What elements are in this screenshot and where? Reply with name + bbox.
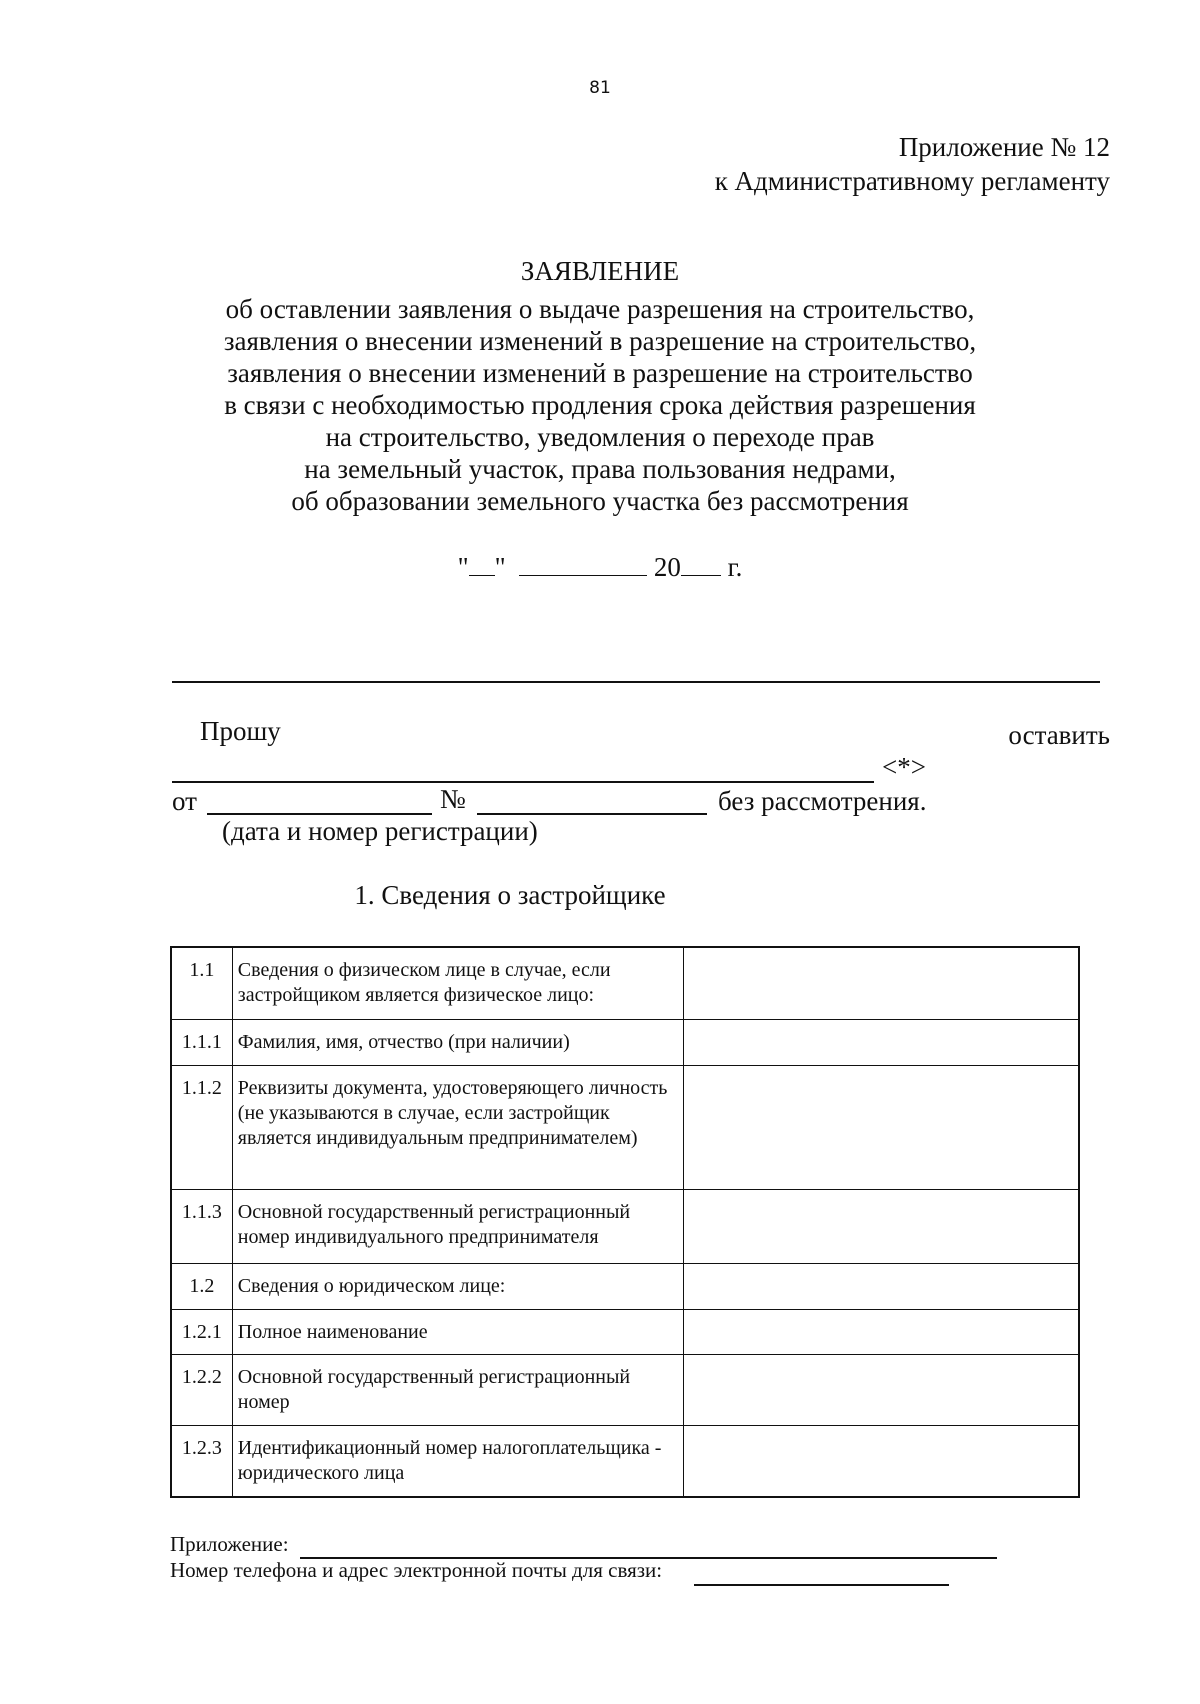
- subtitle-line: заявления о внесении изменений в разрешение на строительство,: [223, 326, 977, 356]
- row-label: Фамилия, имя, отчество (при наличии): [232, 1019, 683, 1065]
- day-field[interactable]: [469, 553, 495, 576]
- attachment-label: Приложение:: [170, 1532, 289, 1556]
- date-quote-close: ": [494, 552, 506, 582]
- document-subtitle: [150, 293, 1050, 517]
- registration-number-field[interactable]: [477, 813, 707, 815]
- row-label: Реквизиты документа, удостоверяющего личность (не указываются в случае, если застройщик является индивидуальным предпринимателем): [232, 1065, 683, 1189]
- row-number: 1.2.2: [171, 1354, 232, 1425]
- row-number: 1.2.1: [171, 1309, 232, 1354]
- table-row: [171, 1019, 1079, 1065]
- subtitle-line: на строительство, уведомления о переходе прав: [325, 422, 875, 452]
- contact-field[interactable]: [694, 1584, 949, 1586]
- row-number: 1.2: [171, 1263, 232, 1309]
- row-label: Идентификационный номер налогоплательщика - юридического лица: [232, 1425, 683, 1497]
- table-row: [171, 1309, 1079, 1354]
- without-review-text: без рассмотрения.: [718, 786, 927, 816]
- application-name-field[interactable]: [172, 781, 874, 783]
- table-row: [171, 1425, 1079, 1497]
- row-value-cell[interactable]: [683, 947, 1079, 1019]
- request-ostavit: оставить: [1008, 720, 1110, 750]
- row-number: 1.1: [171, 947, 232, 1019]
- row-value-cell[interactable]: [683, 1263, 1079, 1309]
- contact-label: Номер телефона и адрес электронной почты для связи:: [170, 1558, 663, 1582]
- row-value-cell[interactable]: [683, 1019, 1079, 1065]
- row-value-cell[interactable]: [683, 1425, 1079, 1497]
- subtitle-line: об образовании земельного участка без рассмотрения: [291, 486, 909, 516]
- row-value-cell[interactable]: [683, 1354, 1079, 1425]
- registration-hint: (дата и номер регистрации): [222, 816, 538, 846]
- annex-number: Приложение № 12: [898, 132, 1110, 162]
- year-suffix: г.: [727, 552, 743, 582]
- table-row: [171, 1189, 1079, 1263]
- row-number: 1.1.3: [171, 1189, 232, 1263]
- request-prosbu: Прошу: [200, 716, 281, 746]
- row-label: Полное наименование: [232, 1309, 683, 1354]
- year-field[interactable]: [681, 553, 721, 576]
- row-value-cell[interactable]: [683, 1189, 1079, 1263]
- table-row: [171, 1263, 1079, 1309]
- row-label: Сведения о юридическом лице:: [232, 1263, 683, 1309]
- page-number: 81: [589, 78, 611, 98]
- row-value-cell[interactable]: [683, 1309, 1079, 1354]
- annex-regulation: к Административному регламенту: [714, 166, 1110, 196]
- document-title: ЗАЯВЛЕНИЕ: [520, 256, 680, 286]
- row-value-cell[interactable]: [683, 1065, 1079, 1189]
- subtitle-line: об оставлении заявления о выдаче разрешения на строительство,: [225, 294, 975, 324]
- number-sign: №: [440, 784, 466, 814]
- row-number: 1.1.1: [171, 1019, 232, 1065]
- subtitle-line: заявления о внесении изменений в разрешение на строительство: [227, 358, 973, 388]
- date-line: [0, 552, 1200, 583]
- request-ot: от: [172, 786, 197, 816]
- subtitle-line: на земельный участок, права пользования недрами,: [304, 454, 896, 484]
- table-row: [171, 1354, 1079, 1425]
- developer-info-table: [170, 946, 1080, 1498]
- row-label: Сведения о физическом лице в случае, если застройщиком является физическое лицо:: [232, 947, 683, 1019]
- annex-header: [715, 130, 1110, 198]
- registration-date-field[interactable]: [207, 813, 432, 815]
- row-number: 1.2.3: [171, 1425, 232, 1497]
- section-title: 1. Сведения о застройщике: [354, 880, 666, 910]
- authority-name-field[interactable]: [172, 681, 1100, 683]
- table-row: [171, 947, 1079, 1019]
- month-field[interactable]: [519, 553, 647, 576]
- table-row: [171, 1065, 1079, 1189]
- row-number: 1.1.2: [171, 1065, 232, 1189]
- row-label: Основной государственный регистрационный номер: [232, 1354, 683, 1425]
- year-prefix: 20: [653, 552, 681, 582]
- row-label: Основной государственный регистрационный номер индивидуального предпринимателя: [232, 1189, 683, 1263]
- footnote-mark: <*>: [882, 752, 926, 782]
- subtitle-line: в связи с необходимостью продления срока действия разрешения: [224, 390, 976, 420]
- date-quote-open: ": [457, 552, 469, 582]
